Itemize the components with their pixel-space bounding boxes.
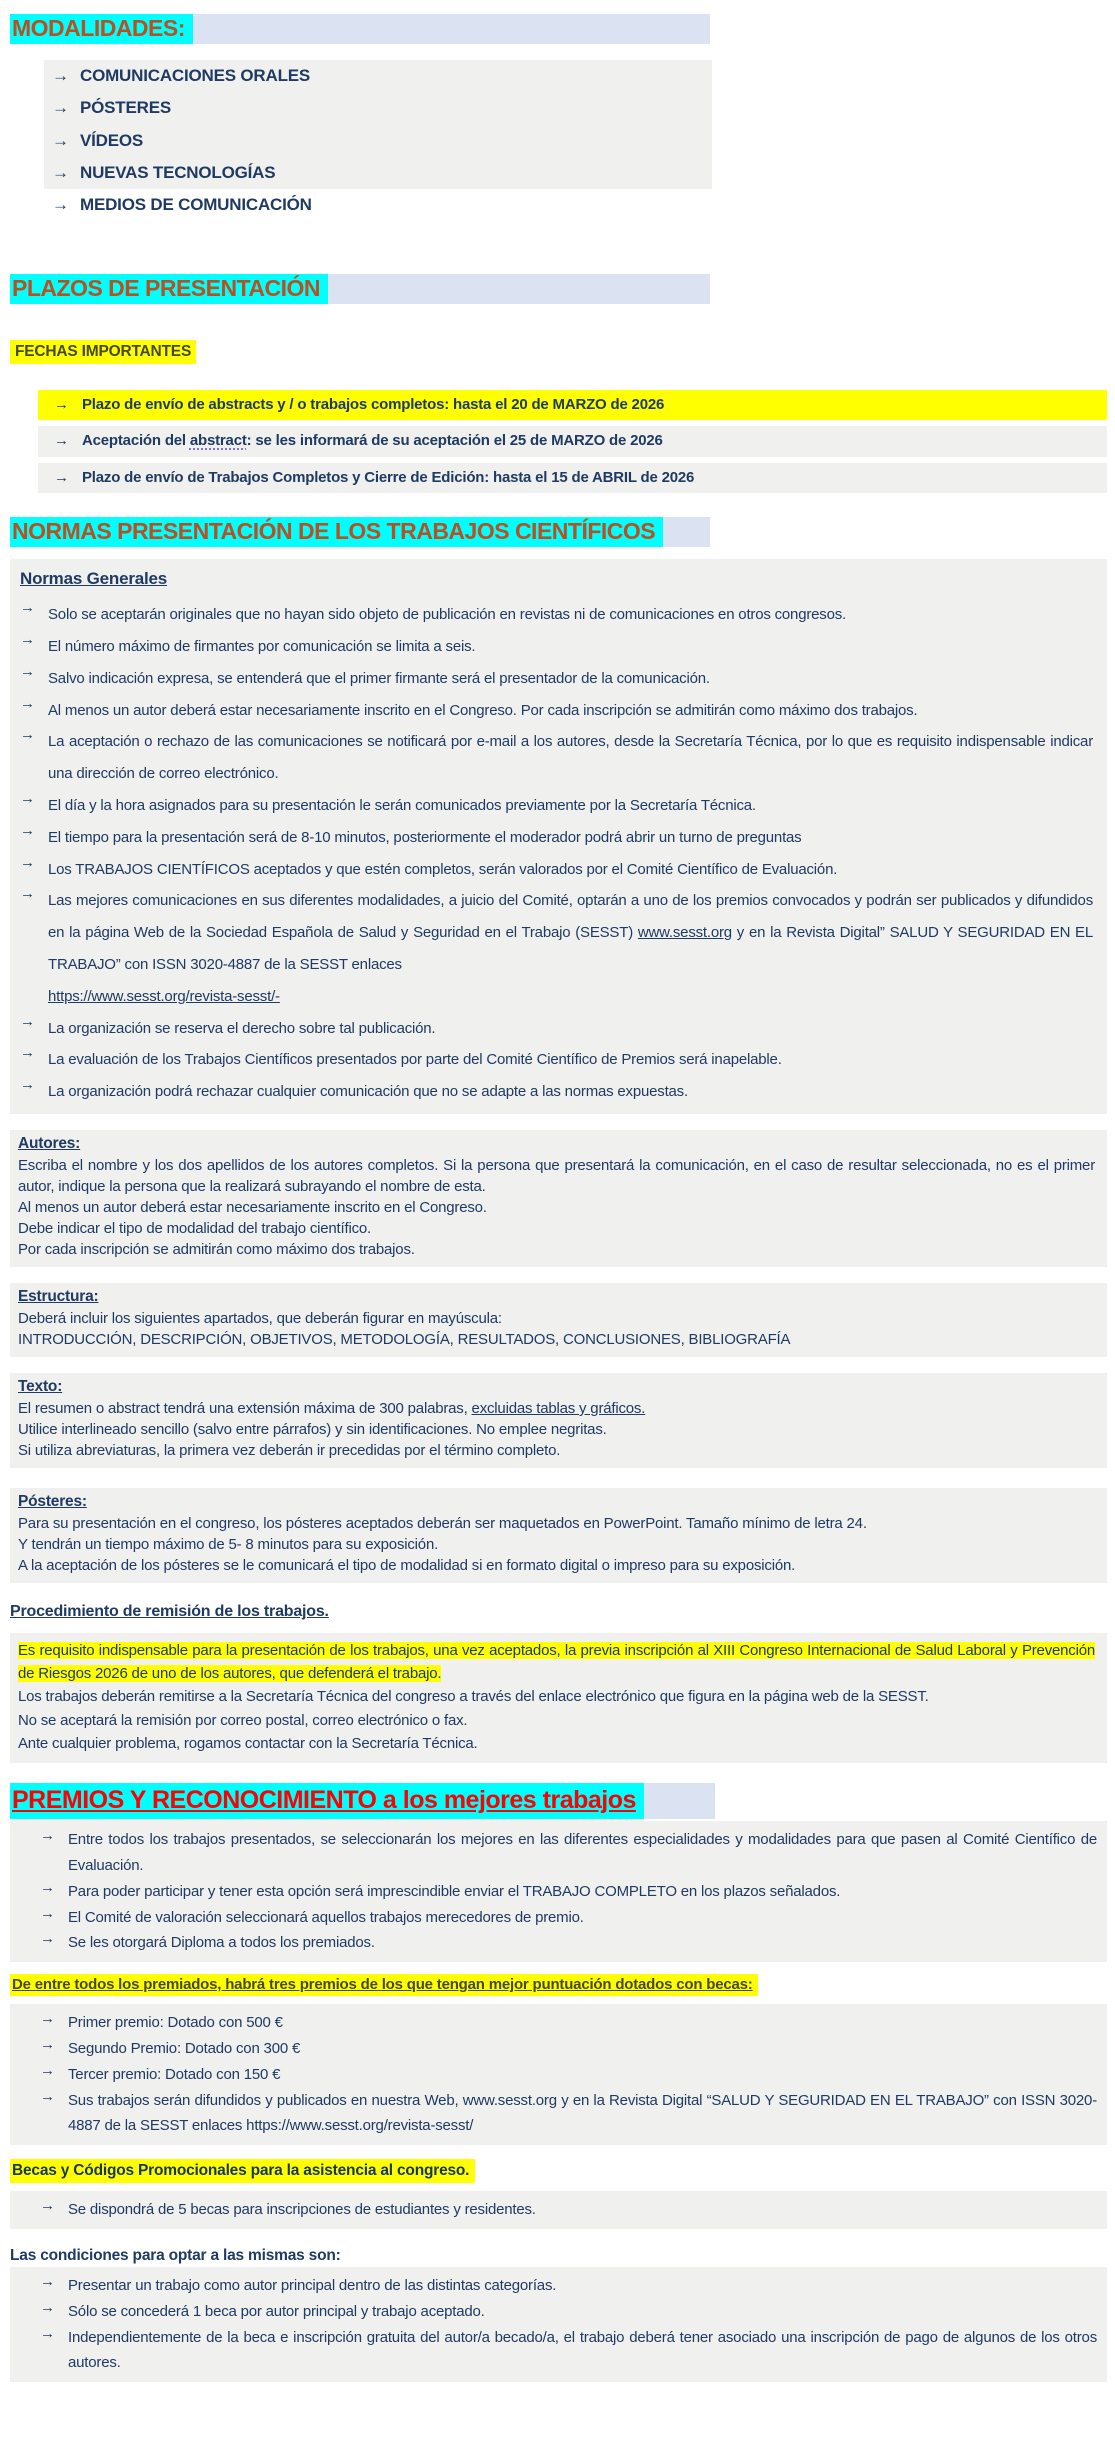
list-item	[40, 2036, 1097, 2062]
posteres-section	[10, 1488, 1107, 1583]
arrow-bullet-icon: →	[20, 885, 35, 903]
estructura-lines	[18, 1308, 1095, 1350]
list-item-text	[82, 430, 663, 453]
text-segment: MEDIOS DE COMUNICACIÓN	[80, 195, 312, 215]
procedimiento-section	[10, 1633, 1107, 1763]
list-item	[40, 2088, 1097, 2140]
arrow-bullet-icon: →	[52, 163, 69, 183]
modalidades-title: MODALIDADES:	[10, 14, 193, 44]
list-item-text	[80, 63, 310, 89]
list-item-text	[68, 1905, 1097, 1931]
text-segment: Para poder participar y tener esta opción será imprescindible enviar el TRABAJO COMPLETO en los plazos señalados.	[68, 1882, 841, 1900]
arrow-bullet-icon: →	[20, 1076, 35, 1094]
list-item	[20, 822, 1093, 854]
normas-bullet-list	[20, 599, 1093, 1108]
list-item-text	[48, 854, 1093, 886]
text-segment: El número máximo de firmantes por comunicación se limita a seis.	[48, 638, 476, 656]
text-segment: excluidas tablas y gráficos.	[471, 1399, 646, 1417]
text-segment: Ante cualquier problema, rogamos contactar con la Secretaría Técnica.	[18, 1734, 478, 1752]
text-segment: NUEVAS TECNOLOGÍAS	[80, 163, 276, 183]
paragraph-text	[18, 1308, 1095, 1329]
list-item	[40, 2010, 1097, 2036]
paragraph-line	[18, 1440, 1095, 1461]
text-segment: Tercer premio: Dotado con 150 €	[68, 2065, 281, 2083]
premios-becas-note: De entre todos los premiados, habrá tres premios de los que tengan mejor puntuación dotados con becas:	[10, 1974, 758, 1996]
list-item	[44, 125, 712, 157]
list-item	[20, 663, 1093, 695]
paragraph-line	[18, 1398, 1095, 1419]
arrow-bullet-icon: →	[40, 2324, 55, 2342]
text-segment: Entre todos los trabajos presentados, se seleccionarán los mejores en las diferentes especialidades y modalidades para que pasen al Comité Científico de Evaluación.	[68, 1831, 1097, 1875]
text-segment: Sólo se concederá 1 beca por autor principal y trabajo aceptado.	[68, 2302, 485, 2320]
paragraph-line	[18, 1329, 1095, 1350]
list-item	[44, 189, 712, 221]
fechas-list	[38, 390, 1107, 494]
arrow-bullet-icon: →	[20, 694, 35, 712]
text-segment: : se les informará de su aceptación el 25 de MARZO de 2026	[246, 432, 663, 450]
arrow-bullet-icon: →	[20, 821, 35, 839]
paragraph-text	[18, 1239, 1095, 1260]
list-item-text	[68, 2010, 1097, 2036]
list-item-text	[68, 1930, 1097, 1956]
list-item-text	[82, 394, 664, 417]
list-item	[20, 599, 1093, 631]
premios-title: PREMIOS Y RECONOCIMIENTO a los mejores trabajos	[10, 1783, 644, 1819]
text-segment: Y tendrán un tiempo máximo de 5- 8 minutos para su exposición.	[18, 1535, 439, 1553]
arrow-bullet-icon: →	[20, 631, 35, 649]
list-item-text	[48, 663, 1093, 695]
arrow-bullet-icon: →	[40, 1930, 55, 1948]
list-item	[20, 1044, 1093, 1076]
paragraph-line	[18, 1709, 1095, 1732]
paragraph-line	[18, 1513, 1095, 1534]
arrow-bullet-icon: →	[20, 1012, 35, 1030]
list-item	[40, 1905, 1097, 1931]
becas-heading: Becas y Códigos Promocionales para la asistencia al congreso.	[10, 2159, 475, 2183]
normas-generales-heading: Normas Generales	[20, 569, 168, 589]
paragraph-line	[18, 1534, 1095, 1555]
paragraph-line	[18, 1155, 1095, 1197]
list-item	[44, 60, 712, 92]
paragraph-line	[18, 1732, 1095, 1755]
paragraph-text	[18, 1639, 1095, 1686]
arrow-bullet-icon: →	[40, 2197, 55, 2215]
list-item	[40, 2325, 1097, 2377]
text-segment: VÍDEOS	[80, 130, 144, 150]
list-item	[20, 854, 1093, 886]
arrow-bullet-icon: →	[52, 98, 69, 118]
arrow-bullet-icon: →	[20, 726, 35, 744]
normas-header-bar	[10, 517, 710, 547]
list-item	[44, 157, 712, 189]
paragraph-line	[18, 1308, 1095, 1329]
text-segment: Utilice interlineado sencillo (salvo entre párrafos) y sin identificaciones. No emplee negritas.	[18, 1420, 607, 1438]
text-segment: PÓSTERES	[80, 98, 171, 118]
list-item	[20, 695, 1093, 727]
paragraph-text	[18, 1419, 1095, 1440]
list-item-text	[68, 2299, 1097, 2325]
list-item-text	[48, 695, 1093, 727]
list-item-text	[48, 790, 1093, 822]
text-segment: Se dispondrá de 5 becas para inscripciones de estudiantes y residentes.	[68, 2201, 536, 2219]
text-segment: Escriba el nombre y los dos apellidos de los autores completos. Si la persona que presentará la comunicación, en el caso de resultar seleccionada, no es el primer autor, indique la persona que la realizará subrayando el nombre de esta.	[18, 1156, 1095, 1195]
list-item-text	[48, 885, 1093, 1012]
paragraph-text	[18, 1534, 1095, 1555]
list-item-text	[80, 95, 171, 121]
text-segment: La organización podrá rechazar cualquier comunicación que no se adapte a las normas expuestas.	[48, 1083, 688, 1101]
plazos-header-bar	[10, 274, 710, 304]
arrow-bullet-icon: →	[52, 130, 69, 150]
autores-heading: Autores:	[18, 1134, 81, 1152]
paragraph-line	[18, 1419, 1095, 1440]
text-segment: Presentar un trabajo como autor principal dentro de las distintas categorías.	[68, 2276, 557, 2294]
list-item-text	[68, 2088, 1097, 2140]
text-segment: La organización se reserva el derecho sobre tal publicación.	[48, 1019, 436, 1037]
arrow-bullet-icon: →	[40, 1878, 55, 1896]
estructura-heading: Estructura:	[18, 1287, 99, 1305]
texto-heading: Texto:	[18, 1377, 63, 1395]
list-item-text	[80, 192, 312, 218]
arrow-bullet-icon: →	[40, 1904, 55, 1922]
arrow-bullet-icon: →	[40, 1827, 55, 1845]
arrow-bullet-icon: →	[40, 2036, 55, 2053]
list-item-text	[48, 1013, 1093, 1045]
paragraph-text	[18, 1398, 1095, 1419]
paragraph-line	[18, 1639, 1095, 1686]
texto-lines	[18, 1398, 1095, 1461]
list-item-text	[80, 128, 143, 154]
list-item-text	[48, 1076, 1093, 1108]
text-segment: Plazo de envío de abstracts y / o trabajos completos: hasta el 20 de MARZO de 2026	[82, 395, 665, 413]
text-segment: Es requisito indispensable para la presentación de los trabajos, una vez aceptados, la previa inscripción al XIII Congreso Internacional de Salud Laboral y Prevención de Riesgos 2026 de uno de los autores, que defenderá el trabajo.	[18, 1641, 1095, 1683]
text-segment: Se les otorgará Diploma a todos los premiados.	[68, 1934, 375, 1952]
paragraph-line	[18, 1197, 1095, 1218]
arrow-bullet-icon: →	[40, 2061, 55, 2079]
list-item-text	[68, 1879, 1097, 1905]
link[interactable]: www.sesst.org	[637, 924, 732, 942]
paragraph-text	[18, 1197, 1095, 1218]
text-segment: Los trabajos deberán remitirse a la Secretaría Técnica del congreso a través del enlace electrónico que figura en la página web de la SESST.	[18, 1688, 929, 1706]
plazos-title: PLAZOS DE PRESENTACIÓN	[10, 274, 328, 304]
paragraph-text	[18, 1218, 1095, 1239]
text-segment: Si utiliza abreviaturas, la primera vez deberán ir precedidas por el término completo.	[18, 1441, 561, 1459]
text-segment: No se aceptará la remisión por correo postal, correo electrónico o fax.	[18, 1711, 468, 1729]
paragraph-text	[18, 1513, 1095, 1534]
arrow-bullet-icon: →	[40, 2087, 55, 2105]
list-item-text	[68, 2325, 1097, 2377]
text-segment: Primer premio: Dotado con 500 €	[68, 2014, 283, 2032]
text-segment: Para su presentación en el congreso, los pósteres aceptados deberán ser maquetados en PowerPoint. Tamaño mínimo de letra 24.	[18, 1514, 867, 1532]
arrow-bullet-icon: →	[40, 2272, 55, 2290]
arrow-bullet-icon: →	[52, 195, 69, 215]
list-item	[40, 2273, 1097, 2299]
list-item-text	[48, 822, 1093, 854]
list-item-text	[48, 599, 1093, 631]
text-segment: y en la Revista Digital” SALUD Y SEGURIDAD EN EL TRABAJO” con ISSN 3020-4887 de la SESST enlaces	[48, 924, 1093, 973]
condiciones-heading: Las condiciones para optar a las mismas son:	[10, 2246, 341, 2264]
text-segment: Los TRABAJOS CIENTÍFICOS aceptados y que estén completos, serán valorados por el Comité Científico de Evaluación.	[48, 860, 838, 878]
text-segment: La evaluación de los Trabajos Científicos presentados por parte del Comité Científico de Premios será inapelable.	[48, 1051, 782, 1069]
text-segment: Segundo Premio: Dotado con 300 €	[68, 2040, 301, 2057]
arrow-bullet-icon: →	[20, 599, 35, 617]
list-item	[40, 1930, 1097, 1956]
text-segment: COMUNICACIONES ORALES	[80, 66, 311, 85]
text-segment: Solo se aceptarán originales que no hayan sido objeto de publicación en revistas ni de comunicaciones en otros congresos.	[48, 606, 846, 624]
text-segment: Debe indicar el tipo de modalidad del trabajo científico.	[18, 1219, 371, 1237]
arrow-bullet-icon: →	[54, 395, 69, 413]
text-segment: Las mejores comunicaciones en sus diferentes modalidades, a juicio del Comité, optarán a uno de los premios convocados y podrán ser publicados y difundidos en la página Web de la Sociedad Española de Salud y Seguridad en el Trabajo (SESST)	[48, 892, 1093, 942]
text-segment: abstract	[189, 432, 247, 450]
premios-header-bar	[10, 1783, 715, 1819]
posteres-heading: Pósteres:	[18, 1492, 87, 1510]
list-item	[44, 92, 712, 124]
text-segment: Al menos un autor deberá estar necesariamente inscrito en el Congreso. Por cada inscripción se admitirán como máximo dos trabajos.	[48, 701, 918, 719]
list-item	[40, 2062, 1097, 2088]
condiciones-list	[10, 2267, 1107, 2382]
list-item	[20, 631, 1093, 663]
arrow-bullet-icon: →	[20, 1044, 35, 1062]
list-item	[38, 426, 1107, 457]
list-item-text	[80, 160, 275, 186]
list-item-text	[48, 1044, 1093, 1076]
paragraph-line	[18, 1239, 1095, 1260]
text-segment: El tiempo para la presentación será de 8-10 minutos, posteriormente el moderador podrá abrir un turno de preguntas	[48, 828, 802, 846]
text-segment: Por cada inscripción se admitirán como máximo dos trabajos.	[18, 1240, 415, 1258]
list-item	[40, 2197, 1097, 2223]
modalidades-list	[44, 60, 712, 222]
text-segment: El día y la hora asignados para su presentación le serán comunicados previamente por la Secretaría Técnica.	[48, 797, 756, 814]
list-item-text	[68, 2036, 1097, 2062]
premios-bullet-list	[10, 1821, 1107, 1962]
arrow-bullet-icon: →	[40, 2010, 55, 2028]
list-item-text	[68, 2062, 1097, 2088]
paragraph-text	[18, 1440, 1095, 1461]
paragraph-text	[18, 1329, 1095, 1350]
list-item-text	[68, 2197, 1097, 2223]
arrow-bullet-icon: →	[54, 432, 69, 450]
list-item	[38, 463, 1107, 494]
paragraph-line	[18, 1555, 1095, 1576]
autores-lines	[18, 1155, 1095, 1260]
paragraph-line	[18, 1685, 1095, 1708]
list-item	[40, 2299, 1097, 2325]
list-item-text	[48, 726, 1093, 790]
fechas-importantes-label: FECHAS IMPORTANTES	[10, 340, 196, 364]
list-item-text	[82, 467, 694, 490]
list-item	[20, 726, 1093, 790]
text-segment: Independientemente de la beca e inscripción gratuita del autor/a becado/a, el trabajo deberá tener asociado una inscripción de pago de algunos de los otros autores.	[68, 2328, 1097, 2372]
texto-section	[10, 1373, 1107, 1468]
posteres-lines	[18, 1513, 1095, 1576]
list-item-text	[68, 2273, 1097, 2299]
paragraph-text	[18, 1155, 1095, 1197]
normas-title: NORMAS PRESENTACIÓN DE LOS TRABAJOS CIENTÍFICOS	[10, 517, 663, 547]
text-segment: El resumen o abstract tendrá una extensión máxima de 300 palabras,	[18, 1399, 472, 1417]
text-segment: Salvo indicación expresa, se entenderá que el primer firmante será el presentador de la comunicación.	[48, 669, 710, 687]
text-segment: Al menos un autor deberá estar necesariamente inscrito en el Congreso.	[18, 1198, 487, 1216]
autores-section	[10, 1130, 1107, 1267]
arrow-bullet-icon: →	[54, 468, 69, 486]
list-item	[20, 885, 1093, 1012]
list-item	[20, 1013, 1093, 1045]
text-segment: Aceptación del	[82, 432, 190, 450]
premios-prize-list	[10, 2004, 1107, 2145]
paragraph-text	[18, 1555, 1095, 1576]
list-item	[20, 790, 1093, 822]
paragraph-line	[18, 1218, 1095, 1239]
list-item	[20, 1076, 1093, 1108]
list-item	[40, 1879, 1097, 1905]
paragraph-text	[18, 1732, 1095, 1755]
modalidades-header-bar	[10, 14, 710, 44]
arrow-bullet-icon: →	[20, 662, 35, 680]
text-segment: El Comité de valoración seleccionará aquellos trabajos merecedores de premio.	[68, 1908, 584, 1926]
list-item-text	[68, 1827, 1097, 1879]
becas-list	[10, 2191, 1107, 2229]
arrow-bullet-icon: →	[40, 2298, 55, 2316]
text-segment: Plazo de envío de Trabajos Completos y Cierre de Edición: hasta el 15 de ABRIL de 2026	[82, 468, 695, 486]
list-item	[40, 1827, 1097, 1879]
text-segment: INTRODUCCIÓN, DESCRIPCIÓN, OBJETIVOS, METODOLOGÍA, RESULTADOS, CONCLUSIONES, BIBLIOGRAFÍA	[18, 1330, 791, 1348]
link[interactable]: https://www.sesst.org/revista-sesst/-	[48, 987, 280, 1005]
text-segment: A la aceptación de los pósteres se le comunicará el tipo de modalidad si en formato digital o impreso para su exposición.	[18, 1556, 796, 1574]
procedimiento-heading: Procedimiento de remisión de los trabajos.	[10, 1602, 329, 1620]
list-item-text	[48, 631, 1093, 663]
arrow-bullet-icon: →	[20, 853, 35, 871]
text-segment: La aceptación o rechazo de las comunicaciones se notificará por e-mail a los autores, desde la Secretaría Técnica, por lo que es requisito indispensable indicar una dirección de correo electrónico.	[48, 733, 1093, 783]
arrow-bullet-icon: →	[20, 790, 35, 807]
text-segment: Deberá incluir los siguientes apartados, que deberán figurar en mayúscula:	[18, 1309, 502, 1327]
paragraph-text	[18, 1685, 1095, 1708]
text-segment: Sus trabajos serán difundidos y publicados en nuestra Web, www.sesst.org y en la Revista Digital “SALUD Y SEGURIDAD EN EL TRABAJO” con ISSN 3020-4887 de la SESST enlaces https://www.sesst.org/revista-sesst/	[68, 2091, 1097, 2135]
paragraph-text	[18, 1709, 1095, 1732]
arrow-bullet-icon: →	[52, 66, 69, 85]
estructura-section	[10, 1283, 1107, 1357]
list-item	[38, 390, 1107, 421]
normas-generales-section	[10, 559, 1107, 1114]
